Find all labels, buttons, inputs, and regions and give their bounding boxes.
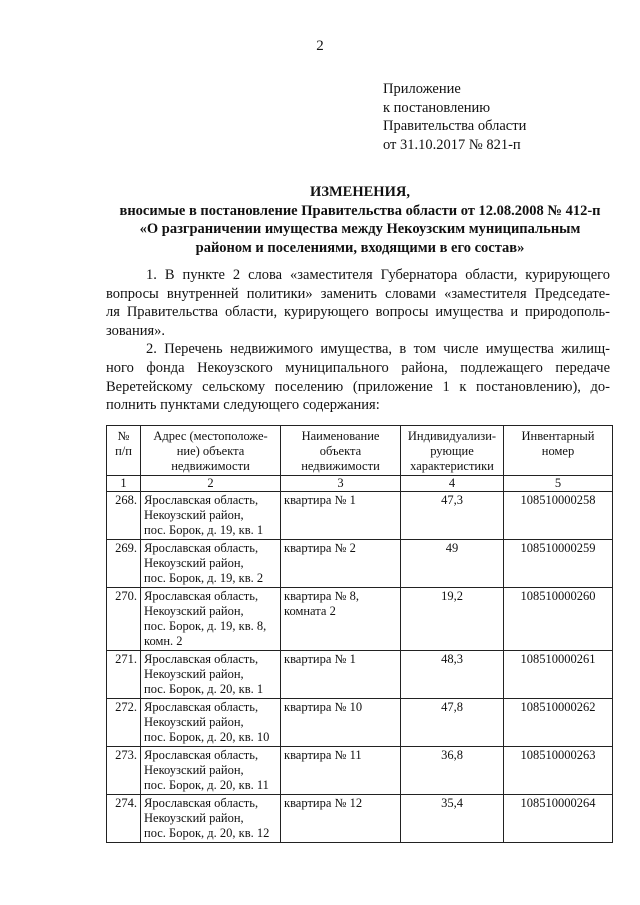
index-cell: 3 <box>281 476 401 492</box>
address-line: Некоузский район, <box>144 604 244 618</box>
index-cell: 5 <box>504 476 613 492</box>
row-characteristics: 47,3 <box>401 492 504 540</box>
header-inventory <box>504 426 613 476</box>
index-cell: 1 <box>107 476 141 492</box>
address-line: Ярославская область, <box>144 796 259 810</box>
paragraph-line: вопросы внутренней политики» заменить словами «заместителя Председате- <box>106 285 610 302</box>
row-address <box>141 795 281 843</box>
address-line: пос. Борок, д. 20, кв. 12 <box>144 826 270 840</box>
appendix-line: Приложение <box>383 81 461 97</box>
index-cell: 4 <box>401 476 504 492</box>
name-line: квартира № 8, <box>284 589 359 603</box>
header-line: № <box>117 429 130 443</box>
address-line: Ярославская область, <box>144 748 259 762</box>
header-line: Инвентарный <box>521 429 595 443</box>
header-line: недвижимости <box>171 459 250 473</box>
name-line: квартира № 11 <box>284 748 362 762</box>
row-inventory-number: 108510000264 <box>504 795 613 843</box>
address-line: Ярославская область, <box>144 652 259 666</box>
heading-title: ИЗМЕНЕНИЯ, <box>310 184 410 200</box>
row-characteristics: 36,8 <box>401 747 504 795</box>
address-line: Некоузский район, <box>144 811 244 825</box>
header-line: Наименование <box>301 429 380 443</box>
name-line: квартира № 2 <box>284 541 356 555</box>
address-line: пос. Борок, д. 20, кв. 10 <box>144 730 270 744</box>
paragraph-line: Веретейскому сельскому поселению (приложение 1 к постановлению), до- <box>106 378 610 395</box>
address-line: Некоузский район, <box>144 715 244 729</box>
header-line: рующие <box>430 444 474 458</box>
row-characteristics: 47,8 <box>401 699 504 747</box>
header-line: номер <box>541 444 575 458</box>
table-row <box>107 492 613 540</box>
address-line: пос. Борок, д. 19, кв. 8, <box>144 619 267 633</box>
row-characteristics: 48,3 <box>401 651 504 699</box>
address-line: Ярославская область, <box>144 700 259 714</box>
row-number: 272. <box>107 699 141 747</box>
table-header-row <box>107 426 613 476</box>
appendix-line: Правительства области <box>383 118 527 134</box>
paragraph-line: ля Правительства области, курирующего вопросы имущества и природополь- <box>106 304 610 321</box>
row-number: 273. <box>107 747 141 795</box>
address-line: Ярославская область, <box>144 541 259 555</box>
index-cell: 2 <box>141 476 281 492</box>
header-line: п/п <box>115 444 132 458</box>
paragraph-line: полнить пунктами следующего содержания: <box>106 397 380 414</box>
table-row <box>107 651 613 699</box>
row-characteristics: 49 <box>401 540 504 588</box>
header-line: ние) объекта <box>176 444 245 458</box>
paragraph-line: 2. Перечень недвижимого имущества, в том числе имущества жилищ- <box>146 341 610 358</box>
row-address <box>141 747 281 795</box>
paragraph-line: ного фонда Некоузского муниципального района, подлежащего передаче <box>106 359 610 376</box>
document-body <box>106 266 610 415</box>
row-characteristics: 35,4 <box>401 795 504 843</box>
header-name <box>281 426 401 476</box>
row-inventory-number: 108510000263 <box>504 747 613 795</box>
header-line: характеристики <box>410 459 494 473</box>
row-inventory-number: 108510000258 <box>504 492 613 540</box>
row-address <box>141 651 281 699</box>
table-row <box>107 699 613 747</box>
address-line: комн. 2 <box>144 634 183 648</box>
table-row <box>107 588 613 651</box>
row-number: 268. <box>107 492 141 540</box>
address-line: пос. Борок, д. 20, кв. 1 <box>144 682 264 696</box>
table-row <box>107 747 613 795</box>
row-address <box>141 540 281 588</box>
row-name <box>281 651 401 699</box>
header-address <box>141 426 281 476</box>
page-number: 2 <box>316 38 324 54</box>
header-characteristics <box>401 426 504 476</box>
row-inventory-number: 108510000259 <box>504 540 613 588</box>
table-index-row <box>107 476 613 492</box>
property-table <box>106 425 613 843</box>
header-line: недвижимости <box>301 459 380 473</box>
address-line: пос. Борок, д. 20, кв. 11 <box>144 778 269 792</box>
row-address <box>141 699 281 747</box>
header-number <box>107 426 141 476</box>
address-line: Некоузский район, <box>144 763 244 777</box>
table-row <box>107 540 613 588</box>
address-line: Некоузский район, <box>144 556 244 570</box>
row-name <box>281 492 401 540</box>
address-line: Ярославская область, <box>144 493 259 507</box>
row-inventory-number: 108510000262 <box>504 699 613 747</box>
name-line: квартира № 1 <box>284 493 356 507</box>
header-line: Адрес (местоположе- <box>153 429 268 443</box>
paragraph-line: зования». <box>106 322 166 339</box>
header-line: Индивидуализи- <box>407 429 497 443</box>
table-row <box>107 795 613 843</box>
address-line: Некоузский район, <box>144 667 244 681</box>
heading-line: «О разграничении имущества между Некоузским муниципальным <box>139 221 581 237</box>
header-line: объекта <box>319 444 362 458</box>
row-name <box>281 795 401 843</box>
heading-line: районом и поселениями, входящими в его состав» <box>195 239 525 256</box>
name-line: комната 2 <box>284 604 336 618</box>
row-name <box>281 588 401 651</box>
row-address <box>141 492 281 540</box>
document-heading <box>100 183 620 257</box>
appendix-line: от 31.10.2017 № 821-п <box>383 136 521 153</box>
row-name <box>281 699 401 747</box>
name-line: квартира № 10 <box>284 700 363 714</box>
address-line: Ярославская область, <box>144 589 259 603</box>
address-line: пос. Борок, д. 19, кв. 2 <box>144 571 264 585</box>
row-inventory-number: 108510000260 <box>504 588 613 651</box>
address-line: Некоузский район, <box>144 508 244 522</box>
row-inventory-number: 108510000261 <box>504 651 613 699</box>
heading-line: вносимые в постановление Правительства области от 12.08.2008 № 412-п <box>119 202 601 219</box>
row-address <box>141 588 281 651</box>
row-name <box>281 747 401 795</box>
appendix-line: к постановлению <box>383 99 491 116</box>
row-number: 270. <box>107 588 141 651</box>
address-line: пос. Борок, д. 19, кв. 1 <box>144 523 264 537</box>
appendix-block <box>383 80 526 154</box>
paragraph-line: 1. В пункте 2 слова «заместителя Губернатора области, курирующего <box>146 267 610 283</box>
row-number: 271. <box>107 651 141 699</box>
row-name <box>281 540 401 588</box>
name-line: квартира № 12 <box>284 796 363 810</box>
row-number: 269. <box>107 540 141 588</box>
name-line: квартира № 1 <box>284 652 356 666</box>
row-number: 274. <box>107 795 141 843</box>
row-characteristics: 19,2 <box>401 588 504 651</box>
